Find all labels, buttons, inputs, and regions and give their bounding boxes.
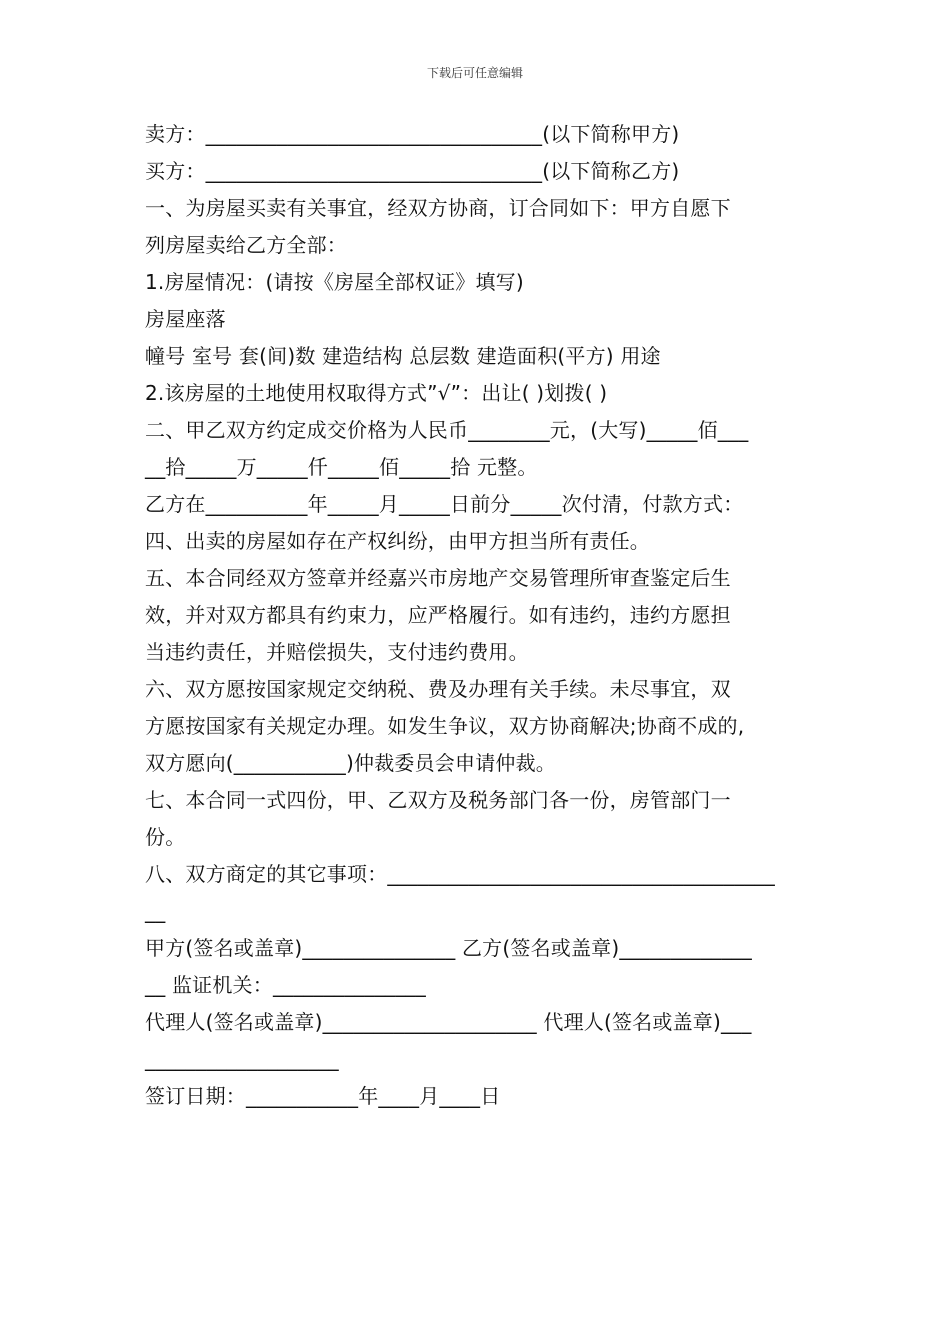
agent-signature-line-1: 代理人(签名或盖章)_____________________ 代理人(签名或盖章)___ <box>145 1010 752 1034</box>
clause-6-line-1: 六、双方愿按国家规定交纳税、费及办理有关手续。未尽事宜，双 <box>145 677 731 701</box>
clause-5-line-1: 五、本合同经双方签章并经嘉兴市房地产交易管理所审查鉴定后生 <box>145 566 731 590</box>
agent-signature-line-2: ___________________ <box>145 1047 339 1071</box>
house-attributes-line: 幢号 室号 套(间)数 建造结构 总层数 建造面积(平方) 用途 <box>145 344 661 368</box>
clause-8-line-2: __ <box>145 899 166 923</box>
clause-5-line-3: 当违约责任，并赔偿损失，支付违约费用。 <box>145 640 529 664</box>
signature-line-2: __ 监证机关：_______________ <box>145 973 426 997</box>
clause-5-line-2: 效，并对双方都具有约束力，应严格履行。如有违约，违约方愿担 <box>145 603 731 627</box>
clause-8-line-1: 八、双方商定的其它事项：______________________________________ <box>145 862 775 886</box>
price-line-2: __拾_____万_____仟_____佰_____拾 元整。 <box>145 455 538 479</box>
page-header-note: 下载后可任意编辑 <box>426 66 523 80</box>
clause-1-line-1: 一、为房屋买卖有关事宜，经双方协商，订合同如下：甲方自愿下 <box>145 196 731 220</box>
signature-line-1: 甲方(签名或盖章)_______________ 乙方(签名或盖章)_____________ <box>145 936 752 960</box>
clause-7-line-2: 份。 <box>145 825 186 849</box>
clause-4-line: 四、出卖的房屋如存在产权纠纷，由甲方担当所有责任。 <box>145 529 650 553</box>
house-info-line: 1.房屋情况：(请按《房屋全部权证》填写) <box>145 270 524 294</box>
price-line-1: 二、甲乙双方约定成交价格为人民币________元，(大写)_____佰___ <box>145 418 749 442</box>
clause-1-line-2: 列房屋卖给乙方全部： <box>145 233 347 257</box>
buyer-line: 买方：_________________________________(以下简称乙方) <box>145 159 680 183</box>
land-use-right-line: 2.该房屋的土地使用权取得方式”√”：出让( )划拨( ) <box>145 381 608 405</box>
clause-7-line-1: 七、本合同一式四份，甲、乙双方及税务部门各一份，房管部门一 <box>145 788 731 812</box>
signing-date-line: 签订日期：___________年____月____日 <box>145 1084 501 1108</box>
clause-6-line-3: 双方愿向(___________)仲裁委员会申请仲裁。 <box>145 751 557 775</box>
payment-line: 乙方在__________年_____月_____日前分_____次付清，付款方式： <box>145 492 744 516</box>
contract-body <box>145 116 825 1115</box>
clause-6-line-2: 方愿按国家有关规定办理。如发生争议，双方协商解决;协商不成的, <box>145 714 745 738</box>
house-location-line: 房屋座落 <box>145 307 226 331</box>
seller-line: 卖方：_________________________________(以下简称甲方) <box>145 122 680 146</box>
